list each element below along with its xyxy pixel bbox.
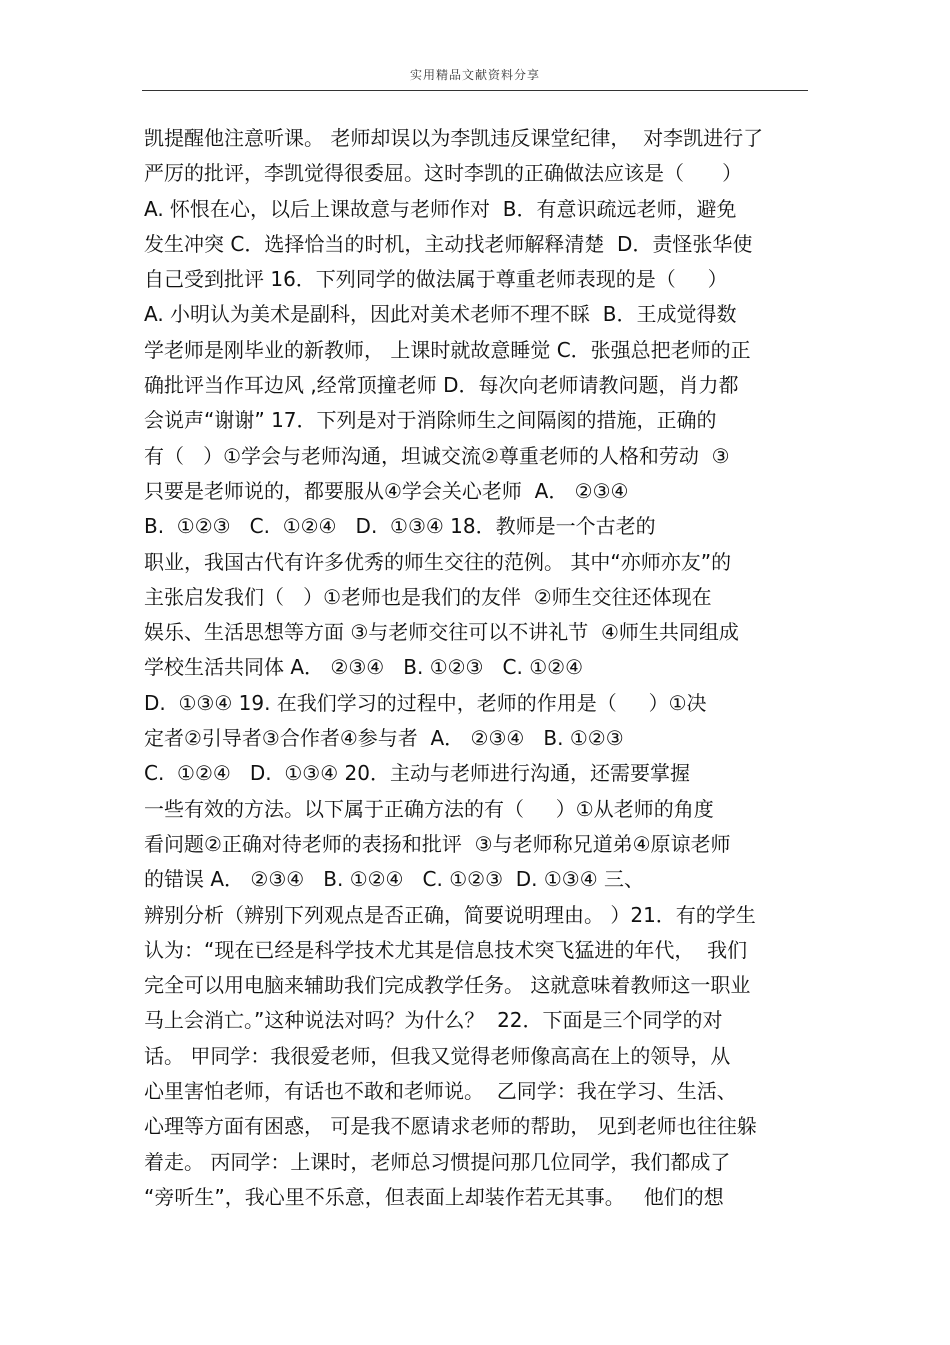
text-line: 辨别分析（辨别下列观点是否正确，简要说明理由。 ）21．有的学生	[144, 902, 756, 927]
text-line: 会说声“谢谢” 17．下列是对于消除师生之间隔阂的措施，正确的	[144, 408, 717, 433]
text-line: 职业，我国古代有许多优秀的师生交往的范例。 其中“亦师亦友”的	[144, 549, 732, 574]
page-header-title: 实用精品文献资料分享	[409, 68, 540, 82]
text-line: 凯提醒他注意听课。 老师却误以为李凯违反课堂纪律， 对李凯进行了	[144, 126, 764, 150]
text-line: A. 小明认为美术是副科，因此对美术老师不理不睬 B．王成觉得数	[144, 302, 737, 327]
text-line: 只要是老师说的，都要服从④学会关心老师 A． ②③④	[144, 478, 629, 503]
text-line: 认为：“现在已经是科学技术尤其是信息技术突飞猛进的年代， 我们	[144, 937, 748, 962]
text-line: B. ①②③ C. ①②④ D. ①③④ 18．教师是一个古老的	[144, 514, 656, 539]
text-line: 学老师是刚毕业的新教师， 上课时就故意睡觉 C．张强总把老师的正	[144, 337, 751, 362]
text-line: “旁听生”，我心里不乐意，但表面上却装作若无其事。 他们的想	[144, 1184, 724, 1209]
text-line: 看问题②正确对待老师的表扬和批评 ③与老师称兄道弟④原谅老师	[144, 831, 731, 856]
text-line: 自己受到批评 16．下列同学的做法属于尊重老师表现的是（ ）	[144, 267, 728, 292]
text-line: 确批评当作耳边风 ,经常顶撞老师 D．每次向老师请教问题，肖力都	[144, 373, 739, 398]
text-line: D. ①③④ 19. 在我们学习的过程中，老师的作用是（ ）①决	[144, 690, 707, 715]
text-line: 严厉的批评，李凯觉得很委屈。这时李凯的正确做法应该是（ ）	[144, 161, 743, 186]
text-line: 的错误 A． ②③④ B. ①②④ C. ①②③ D. ①③④ 三、	[144, 867, 644, 892]
text-line: C. ①②④ D. ①③④ 20．主动与老师进行沟通，还需要掌握	[144, 761, 690, 786]
header-divider	[142, 90, 808, 91]
text-line: 着走。 丙同学：上课时，老师总习惯提问那几位同学，我们都成了	[144, 1149, 731, 1174]
text-line: 一些有效的方法。以下属于正确方法的有（ ）①从老师的角度	[144, 796, 714, 821]
text-line: 完全可以用电脑来辅助我们完成教学任务。 这就意味着教师这一职业	[144, 973, 751, 998]
text-line: 学校生活共同体 A． ②③④ B. ①②③ C. ①②④	[144, 655, 584, 680]
text-line: 发生冲突 C．选择恰当的时机，主动找老师解释清楚 D．责怪张华使	[144, 231, 753, 256]
text-line: 话。 甲同学：我很爱老师，但我又觉得老师像高高在上的领导，从	[144, 1043, 731, 1068]
text-line: 定者②引导者③合作者④参与者 A． ②③④ B. ①②③	[144, 726, 624, 751]
text-line: 主张启发我们（ ）①老师也是我们的友伴 ②师生交往还体现在	[144, 584, 712, 609]
text-line: 心理等方面有困惑， 可是我不愿请求老师的帮助， 见到老师也往往躲	[144, 1114, 757, 1139]
text-line: A. 怀恨在心，以后上课故意与老师作对 B．有意识疏远老师，避免	[144, 196, 737, 221]
text-line: 心里害怕老师，有话也不敢和老师说。 乙同学：我在学习、生活、	[144, 1079, 737, 1104]
text-line: 马上会消亡。”这种说法对吗？为什么？ 22．下面是三个同学的对	[144, 1008, 723, 1033]
text-line: 有（ ）①学会与老师沟通，坦诚交流②尊重老师的人格和劳动 ③	[144, 443, 730, 468]
document-body	[144, 121, 814, 1215]
text-line: 娱乐、生活思想等方面 ③与老师交往可以不讲礼节 ④师生共同组成	[144, 620, 739, 645]
